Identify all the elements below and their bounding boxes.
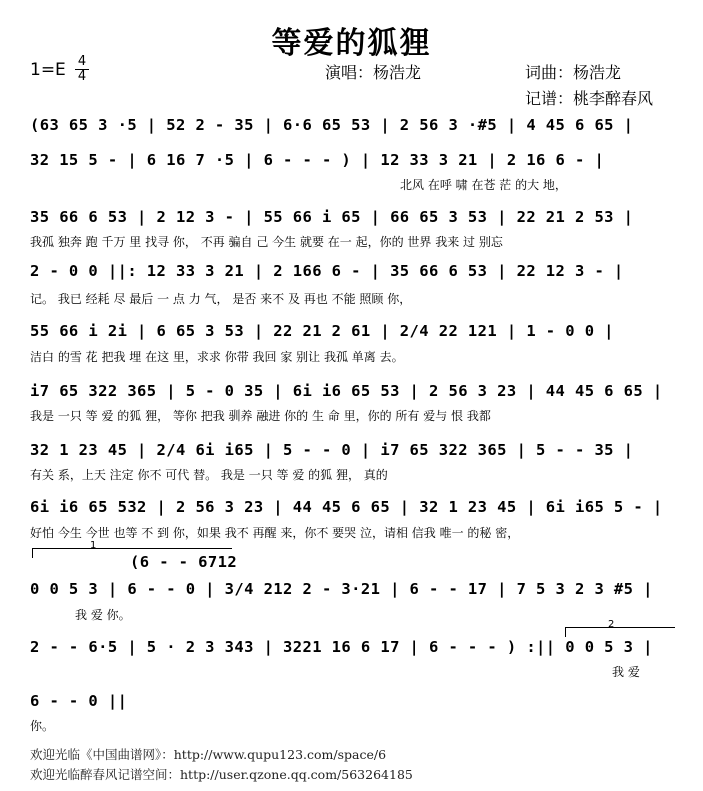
lyric-row: 我 爱 bbox=[612, 665, 640, 679]
time-signature bbox=[75, 56, 89, 83]
intro-paren-notes: (6 - - 6712 bbox=[130, 553, 238, 571]
lyric-row: 好怕 今生 今世 也等 不 到 你，如果 我不 再醒 来，你不 要哭 泣，请相 信我 唯一 的秘 密， bbox=[30, 526, 520, 540]
lyric-row: 有关 系，上天 注定 你不 可代 替。 我是 一只 等 爱 的狐 狸， 真的 bbox=[30, 468, 388, 482]
transcriber-credit: 记谱：桃李醉春风 bbox=[525, 89, 654, 108]
singer-credit: 演唱：杨浩龙 bbox=[325, 63, 422, 82]
credit-line: 欢迎光临《中国曲谱网》：http://www.qupu123.com/space/6 bbox=[30, 747, 387, 762]
lyric-row: 你。 bbox=[30, 719, 55, 733]
time-sig-bottom: 4 bbox=[77, 69, 87, 84]
credit-line: 欢迎光临醉春风记谱空间：http://user.qzone.qq.com/563264185 bbox=[30, 767, 413, 782]
key-signature: 1=E bbox=[30, 60, 66, 80]
lyric-row: 我是 一只 等 爱 的狐 狸， 等你 把我 驯养 融进 你的 生 命 里，你的 所有 爱与 恨 我都 bbox=[30, 409, 491, 423]
score-row: i7 65 322 365 | 5 - 0 35 | 6i i6 65 53 | 2 56 3 23 | 44 45 6 65 | bbox=[30, 382, 663, 400]
volta-1-hook bbox=[32, 548, 33, 558]
volta-2-hook bbox=[565, 627, 566, 637]
volta-2-number: 2 bbox=[608, 619, 615, 630]
volta-2-line bbox=[565, 627, 675, 628]
lyric-row: 我 爱 你。 bbox=[75, 608, 131, 622]
score-row: 6 - - 0 || bbox=[30, 692, 128, 710]
score-row: 55 66 i 2i | 6 65 3 53 | 22 21 2 61 | 2/4 22 121 | 1 - 0 0 | bbox=[30, 322, 614, 340]
score-row: 2 - 0 0 ||: 12 33 3 21 | 2 166 6 - | 35 66 6 53 | 22 12 3 - | bbox=[30, 262, 624, 280]
lyric-row: 记。 我已 经耗 尽 最后 一 点 力 气， 是否 来不 及 再也 不能 照顾 你， bbox=[30, 292, 412, 306]
lyric-row: 洁白 的雪 花 把我 埋 在这 里，求求 你带 我回 家 别让 我孤 单离 去。 bbox=[30, 350, 404, 364]
score-row: 32 15 5 - | 6 16 7 ·5 | 6 - - - ) | 12 33 3 21 | 2 16 6 - | bbox=[30, 151, 605, 169]
time-sig-top: 4 bbox=[77, 54, 87, 69]
score-row: 32 1 23 45 | 2/4 6i i65 | 5 - - 0 | i7 65 322 365 | 5 - - 35 | bbox=[30, 441, 634, 459]
volta-1-line bbox=[32, 548, 232, 549]
song-title: 等爱的狐狸 bbox=[271, 26, 432, 61]
score-row: 35 66 6 53 | 2 12 3 - | 55 66 i 65 | 66 65 3 53 | 22 21 2 53 | bbox=[30, 208, 634, 226]
composer-credit: 词曲：杨浩龙 bbox=[525, 63, 622, 82]
lyric-row: 我孤 独奔 跑 千万 里 找寻 你， 不再 骗自 己 今生 就要 在一 起，你的 世界 我来 过 别忘 bbox=[30, 235, 503, 249]
volta-1-number: 1 bbox=[90, 540, 97, 551]
score-row: 6i i6 65 532 | 2 56 3 23 | 44 45 6 65 | 32 1 23 45 | 6i i65 5 - | bbox=[30, 498, 663, 516]
score-row: (63 65 3 ·5 | 52 2 - 35 | 6·6 65 53 | 2 56 3 ·#5 | 4 45 6 65 | bbox=[30, 116, 634, 134]
score-row: 2 - - 6·5 | 5 · 2 3 343 | 3221 16 6 17 | 6 - - - ) :|| 0 0 5 3 | bbox=[30, 638, 653, 656]
score-row: 0 0 5 3 | 6 - - 0 | 3/4 212 2 - 3·21 | 6 - - 17 | 7 5 3 2 3 #5 | bbox=[30, 580, 653, 598]
lyric-row: 北风 在呼 啸 在苍 茫 的大 地， bbox=[400, 178, 567, 192]
